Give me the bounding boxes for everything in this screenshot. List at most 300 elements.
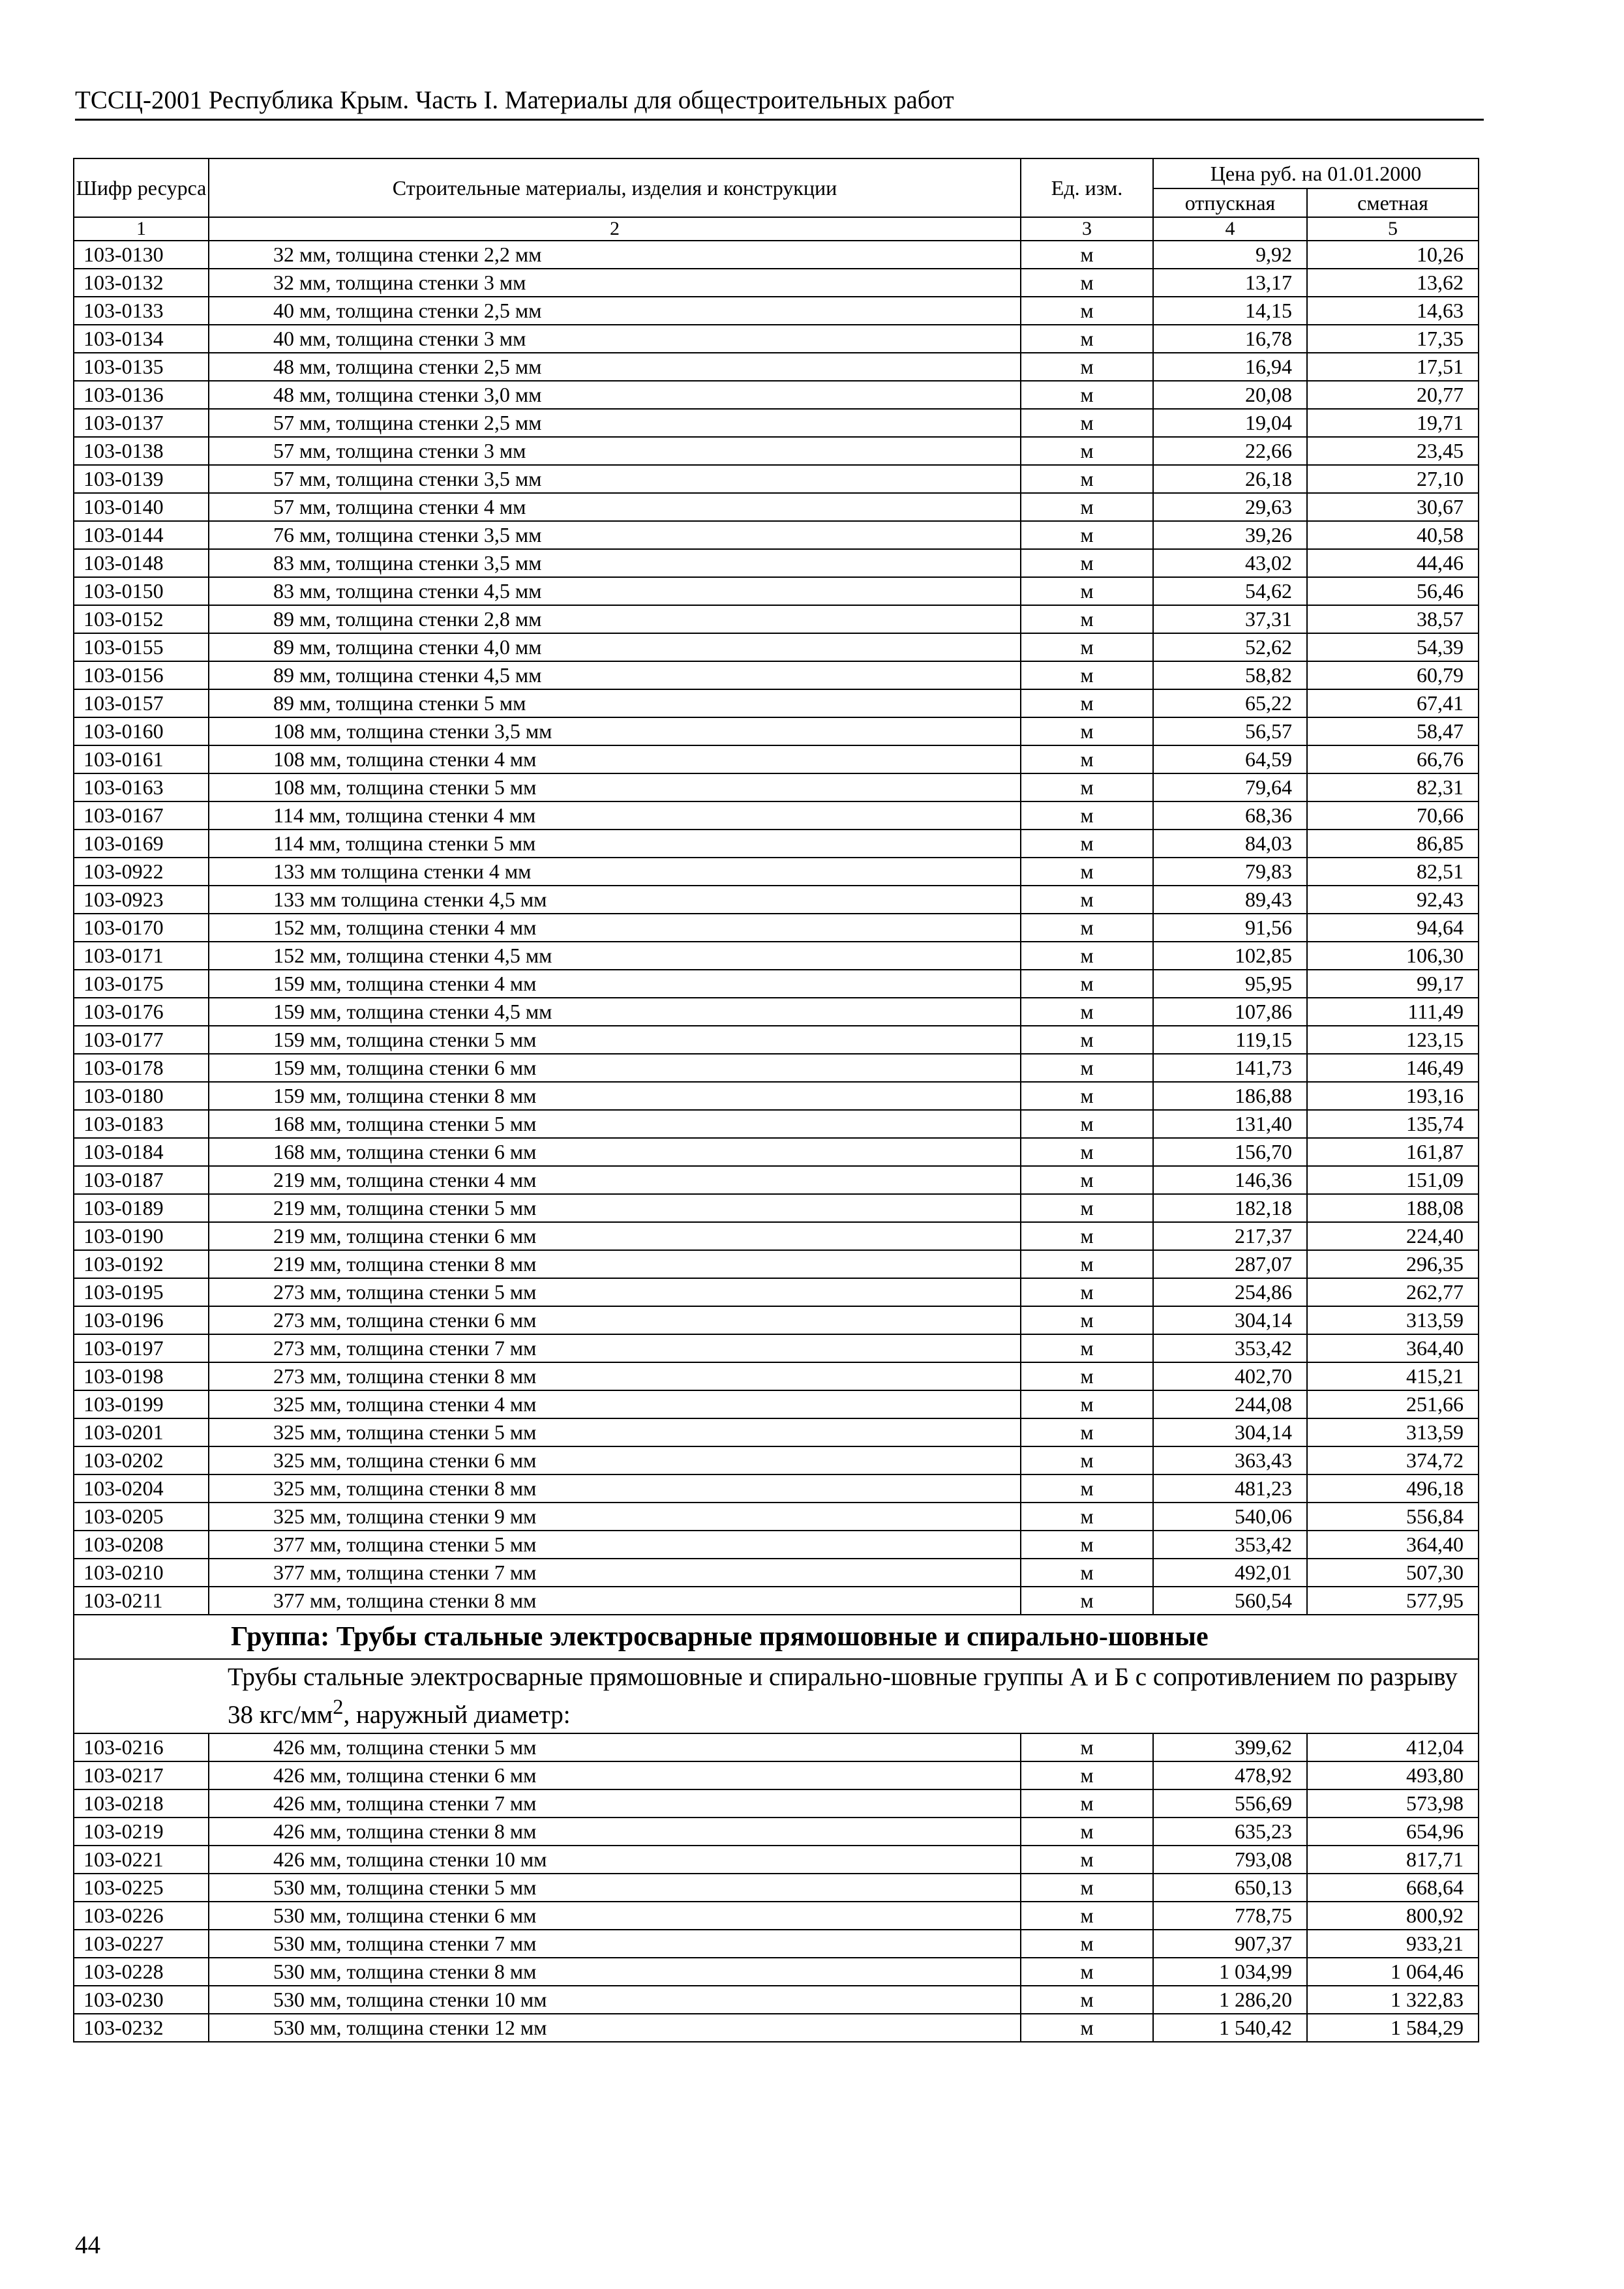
unit-cell: м	[1021, 1054, 1153, 1082]
estimate-price-cell: 654,96	[1307, 1818, 1479, 1846]
unit-cell: м	[1021, 1733, 1153, 1761]
estimate-price-cell: 19,71	[1307, 409, 1479, 437]
unit-cell: м	[1021, 1110, 1153, 1138]
resource-code-cell: 103-0178	[74, 1054, 209, 1082]
unit-cell: м	[1021, 1166, 1153, 1194]
estimate-price-cell: 573,98	[1307, 1789, 1479, 1818]
resource-code-cell: 103-0232	[74, 2014, 209, 2042]
group-note-superscript: 2	[333, 1696, 344, 1719]
material-name-cell: 168 мм, толщина стенки 5 мм	[209, 1110, 1021, 1138]
material-name-cell: 108 мм, толщина стенки 4 мм	[209, 745, 1021, 773]
unit-cell: м	[1021, 1334, 1153, 1362]
release-price-cell: 478,92	[1153, 1761, 1307, 1789]
unit-cell: м	[1021, 1418, 1153, 1446]
table-row	[74, 1166, 1479, 1194]
table-row	[74, 521, 1479, 549]
unit-cell: м	[1021, 633, 1153, 661]
estimate-price-cell: 86,85	[1307, 830, 1479, 858]
resource-code-cell: 103-0134	[74, 325, 209, 353]
resource-code-cell: 103-0148	[74, 549, 209, 577]
table-row	[74, 297, 1479, 325]
estimate-price-cell: 17,51	[1307, 353, 1479, 381]
unit-cell: м	[1021, 1390, 1153, 1418]
resource-code-cell: 103-0183	[74, 1110, 209, 1138]
table-row	[74, 2014, 1479, 2042]
estimate-price-cell: 70,66	[1307, 801, 1479, 830]
material-name-cell: 273 мм, толщина стенки 5 мм	[209, 1278, 1021, 1306]
material-name-cell: 76 мм, толщина стенки 3,5 мм	[209, 521, 1021, 549]
table-row	[74, 830, 1479, 858]
column-number: 5	[1307, 217, 1479, 241]
unit-cell: м	[1021, 1306, 1153, 1334]
table-row	[74, 1958, 1479, 1986]
material-name-cell: 426 мм, толщина стенки 7 мм	[209, 1789, 1021, 1818]
unit-cell: м	[1021, 830, 1153, 858]
material-name-cell: 114 мм, толщина стенки 4 мм	[209, 801, 1021, 830]
release-price-cell: 353,42	[1153, 1531, 1307, 1559]
estimate-price-cell: 56,46	[1307, 577, 1479, 605]
release-price-cell: 102,85	[1153, 942, 1307, 970]
estimate-price-cell: 193,16	[1307, 1082, 1479, 1110]
resource-code-cell: 103-0139	[74, 465, 209, 493]
table-row	[74, 1902, 1479, 1930]
release-price-cell: 16,78	[1153, 325, 1307, 353]
resource-code-cell: 103-0219	[74, 1818, 209, 1846]
estimate-price-cell: 933,21	[1307, 1930, 1479, 1958]
resource-code-cell: 103-0133	[74, 297, 209, 325]
release-price-cell: 52,62	[1153, 633, 1307, 661]
estimate-price-cell: 146,49	[1307, 1054, 1479, 1082]
material-name-cell: 32 мм, толщина стенки 3 мм	[209, 269, 1021, 297]
release-price-cell: 1 286,20	[1153, 1986, 1307, 2014]
release-price-cell: 119,15	[1153, 1026, 1307, 1054]
material-name-cell: 426 мм, толщина стенки 10 мм	[209, 1846, 1021, 1874]
resource-code-cell: 103-0195	[74, 1278, 209, 1306]
estimate-price-cell: 493,80	[1307, 1761, 1479, 1789]
unit-cell: м	[1021, 1559, 1153, 1587]
resource-code-cell: 103-0160	[74, 717, 209, 745]
unit-cell: м	[1021, 409, 1153, 437]
unit-cell: м	[1021, 970, 1153, 998]
material-name-cell: 89 мм, толщина стенки 2,8 мм	[209, 605, 1021, 633]
material-name-cell: 32 мм, толщина стенки 2,2 мм	[209, 241, 1021, 269]
release-price-cell: 481,23	[1153, 1474, 1307, 1503]
material-name-cell: 530 мм, толщина стенки 10 мм	[209, 1986, 1021, 2014]
release-price-cell: 37,31	[1153, 605, 1307, 633]
release-price-cell: 1 034,99	[1153, 1958, 1307, 1986]
resource-code-cell: 103-0211	[74, 1587, 209, 1615]
group-title-row	[74, 1615, 1479, 1659]
resource-code-cell: 103-0202	[74, 1446, 209, 1474]
material-name-cell: 108 мм, толщина стенки 5 мм	[209, 773, 1021, 801]
page-number: 44	[75, 2231, 100, 2259]
material-name-cell: 57 мм, толщина стенки 2,5 мм	[209, 409, 1021, 437]
table-row	[74, 1082, 1479, 1110]
unit-cell: м	[1021, 1818, 1153, 1846]
resource-code-cell: 103-0190	[74, 1222, 209, 1250]
table-row	[74, 773, 1479, 801]
resource-code-cell: 103-0175	[74, 970, 209, 998]
estimate-price-cell: 496,18	[1307, 1474, 1479, 1503]
material-name-cell: 159 мм, толщина стенки 4,5 мм	[209, 998, 1021, 1026]
release-price-cell: 399,62	[1153, 1733, 1307, 1761]
column-number-row	[74, 217, 1479, 241]
estimate-price-cell: 40,58	[1307, 521, 1479, 549]
table-row	[74, 325, 1479, 353]
unit-cell: м	[1021, 914, 1153, 942]
material-name-cell: 377 мм, толщина стенки 7 мм	[209, 1559, 1021, 1587]
resource-code-cell: 103-0189	[74, 1194, 209, 1222]
material-name-cell: 426 мм, толщина стенки 6 мм	[209, 1761, 1021, 1789]
release-price-cell: 254,86	[1153, 1278, 1307, 1306]
rows-section-b	[74, 1733, 1479, 2042]
resource-code-cell: 103-0230	[74, 1986, 209, 2014]
unit-cell: м	[1021, 1958, 1153, 1986]
table-row	[74, 549, 1479, 577]
table-row	[74, 1390, 1479, 1418]
table-row	[74, 1054, 1479, 1082]
material-name-cell: 152 мм, толщина стенки 4 мм	[209, 914, 1021, 942]
estimate-price-cell: 60,79	[1307, 661, 1479, 689]
release-price-cell: 186,88	[1153, 1082, 1307, 1110]
material-name-cell: 40 мм, толщина стенки 3 мм	[209, 325, 1021, 353]
estimate-price-cell: 82,31	[1307, 773, 1479, 801]
unit-cell: м	[1021, 1222, 1153, 1250]
group-note	[74, 1659, 1479, 1733]
release-price-cell: 182,18	[1153, 1194, 1307, 1222]
unit-cell: м	[1021, 269, 1153, 297]
resource-code-cell: 103-0163	[74, 773, 209, 801]
resource-code-cell: 103-0130	[74, 241, 209, 269]
estimate-price-cell: 67,41	[1307, 689, 1479, 717]
resource-code-cell: 103-0171	[74, 942, 209, 970]
table-row	[74, 689, 1479, 717]
unit-cell: м	[1021, 1194, 1153, 1222]
unit-cell: м	[1021, 1846, 1153, 1874]
table-row	[74, 1587, 1479, 1615]
material-name-cell: 114 мм, толщина стенки 5 мм	[209, 830, 1021, 858]
col-unit-header: Ед. изм.	[1021, 158, 1153, 217]
resource-code-cell: 103-0228	[74, 1958, 209, 1986]
material-name-cell: 325 мм, толщина стенки 8 мм	[209, 1474, 1021, 1503]
table-row	[74, 1418, 1479, 1446]
release-price-cell: 907,37	[1153, 1930, 1307, 1958]
release-price-cell: 141,73	[1153, 1054, 1307, 1082]
table-row	[74, 1138, 1479, 1166]
estimate-price-cell: 251,66	[1307, 1390, 1479, 1418]
resource-code-cell: 103-0156	[74, 661, 209, 689]
resource-code-cell: 103-0198	[74, 1362, 209, 1390]
material-name-cell: 152 мм, толщина стенки 4,5 мм	[209, 942, 1021, 970]
table-row	[74, 437, 1479, 465]
table-row	[74, 1761, 1479, 1789]
group-note-text: Трубы стальные электросварные прямошовные и спирально-шовные группы А и Б с сопротивлением по разрыву 38 кгс/мм	[228, 1663, 1458, 1729]
release-price-cell: 19,04	[1153, 409, 1307, 437]
resource-code-cell: 103-0208	[74, 1531, 209, 1559]
unit-cell: м	[1021, 353, 1153, 381]
material-name-cell: 530 мм, толщина стенки 12 мм	[209, 2014, 1021, 2042]
table-row	[74, 1250, 1479, 1278]
estimate-price-cell: 82,51	[1307, 858, 1479, 886]
estimate-price-cell: 44,46	[1307, 549, 1479, 577]
estimate-price-cell: 58,47	[1307, 717, 1479, 745]
resource-code-cell: 103-0217	[74, 1761, 209, 1789]
release-price-cell: 650,13	[1153, 1874, 1307, 1902]
release-price-cell: 353,42	[1153, 1334, 1307, 1362]
estimate-price-cell: 30,67	[1307, 493, 1479, 521]
material-name-cell: 377 мм, толщина стенки 8 мм	[209, 1587, 1021, 1615]
resource-code-cell: 103-0180	[74, 1082, 209, 1110]
unit-cell: м	[1021, 1986, 1153, 2014]
header-row	[74, 158, 1479, 188]
material-name-cell: 89 мм, толщина стенки 4,0 мм	[209, 633, 1021, 661]
group-title: Группа: Трубы стальные электросварные прямошовные и спирально-шовные	[74, 1615, 1479, 1659]
release-price-cell: 22,66	[1153, 437, 1307, 465]
material-name-cell: 83 мм, толщина стенки 4,5 мм	[209, 577, 1021, 605]
table-row	[74, 1362, 1479, 1390]
release-price-cell: 107,86	[1153, 998, 1307, 1026]
estimate-price-cell: 94,64	[1307, 914, 1479, 942]
unit-cell: м	[1021, 1138, 1153, 1166]
material-name-cell: 168 мм, толщина стенки 6 мм	[209, 1138, 1021, 1166]
resource-code-cell: 103-0140	[74, 493, 209, 521]
resource-code-cell: 103-0135	[74, 353, 209, 381]
material-name-cell: 530 мм, толщина стенки 8 мм	[209, 1958, 1021, 1986]
release-price-cell: 79,64	[1153, 773, 1307, 801]
resource-code-cell: 103-0157	[74, 689, 209, 717]
release-price-cell: 287,07	[1153, 1250, 1307, 1278]
estimate-price-cell: 1 584,29	[1307, 2014, 1479, 2042]
resource-code-cell: 103-0218	[74, 1789, 209, 1818]
estimate-price-cell: 188,08	[1307, 1194, 1479, 1222]
release-price-cell: 14,15	[1153, 297, 1307, 325]
material-name-cell: 325 мм, толщина стенки 9 мм	[209, 1503, 1021, 1531]
table-row	[74, 605, 1479, 633]
table-row	[74, 1110, 1479, 1138]
estimate-price-cell: 17,35	[1307, 325, 1479, 353]
material-name-cell: 89 мм, толщина стенки 4,5 мм	[209, 661, 1021, 689]
estimate-price-cell: 106,30	[1307, 942, 1479, 970]
estimate-price-cell: 817,71	[1307, 1846, 1479, 1874]
table-row	[74, 1278, 1479, 1306]
table-row	[74, 886, 1479, 914]
estimate-price-cell: 296,35	[1307, 1250, 1479, 1278]
resource-code-cell: 103-0137	[74, 409, 209, 437]
resource-code-cell: 103-0176	[74, 998, 209, 1026]
material-name-cell: 273 мм, толщина стенки 7 мм	[209, 1334, 1021, 1362]
unit-cell: м	[1021, 1250, 1153, 1278]
table-head	[74, 158, 1479, 241]
estimate-price-cell: 800,92	[1307, 1902, 1479, 1930]
page-header: ТССЦ-2001 Республика Крым. Часть I. Материалы для общестроительных работ	[75, 86, 954, 114]
unit-cell: м	[1021, 1474, 1153, 1503]
resource-code-cell: 103-0216	[74, 1733, 209, 1761]
table-row	[74, 1733, 1479, 1761]
estimate-price-cell: 313,59	[1307, 1306, 1479, 1334]
material-name-cell: 57 мм, толщина стенки 4 мм	[209, 493, 1021, 521]
material-name-cell: 57 мм, толщина стенки 3,5 мм	[209, 465, 1021, 493]
unit-cell: м	[1021, 1587, 1153, 1615]
estimate-price-cell: 507,30	[1307, 1559, 1479, 1587]
release-price-cell: 84,03	[1153, 830, 1307, 858]
material-name-cell: 83 мм, толщина стенки 3,5 мм	[209, 549, 1021, 577]
table-row	[74, 381, 1479, 409]
table-row	[74, 998, 1479, 1026]
estimate-price-cell: 14,63	[1307, 297, 1479, 325]
resource-code-cell: 103-0221	[74, 1846, 209, 1874]
material-name-cell: 273 мм, толщина стенки 6 мм	[209, 1306, 1021, 1334]
unit-cell: м	[1021, 1874, 1153, 1902]
estimate-price-cell: 374,72	[1307, 1446, 1479, 1474]
release-price-cell: 635,23	[1153, 1818, 1307, 1846]
material-name-cell: 159 мм, толщина стенки 5 мм	[209, 1026, 1021, 1054]
estimate-price-cell: 20,77	[1307, 381, 1479, 409]
unit-cell: м	[1021, 605, 1153, 633]
release-price-cell: 89,43	[1153, 886, 1307, 914]
table-row	[74, 1930, 1479, 1958]
col-price-header: Цена руб. на 01.01.2000	[1153, 158, 1479, 188]
estimate-price-cell: 66,76	[1307, 745, 1479, 773]
price-table	[73, 158, 1479, 2042]
release-price-cell: 492,01	[1153, 1559, 1307, 1587]
release-price-cell: 20,08	[1153, 381, 1307, 409]
material-name-cell: 530 мм, толщина стенки 6 мм	[209, 1902, 1021, 1930]
table-row	[74, 1846, 1479, 1874]
column-number: 1	[74, 217, 209, 241]
column-number: 3	[1021, 217, 1153, 241]
rows-section-a	[74, 241, 1479, 1615]
unit-cell: м	[1021, 801, 1153, 830]
unit-cell: м	[1021, 493, 1153, 521]
unit-cell: м	[1021, 661, 1153, 689]
release-price-cell: 146,36	[1153, 1166, 1307, 1194]
estimate-price-cell: 412,04	[1307, 1733, 1479, 1761]
resource-code-cell: 103-0184	[74, 1138, 209, 1166]
unit-cell: м	[1021, 1026, 1153, 1054]
material-name-cell: 325 мм, толщина стенки 6 мм	[209, 1446, 1021, 1474]
table-row	[74, 493, 1479, 521]
resource-code-cell: 103-0138	[74, 437, 209, 465]
release-price-cell: 560,54	[1153, 1587, 1307, 1615]
release-price-cell: 29,63	[1153, 493, 1307, 521]
unit-cell: м	[1021, 381, 1153, 409]
resource-code-cell: 103-0227	[74, 1930, 209, 1958]
table-row	[74, 1986, 1479, 2014]
release-price-cell: 58,82	[1153, 661, 1307, 689]
unit-cell: м	[1021, 942, 1153, 970]
estimate-price-cell: 313,59	[1307, 1418, 1479, 1446]
table-row	[74, 1446, 1479, 1474]
table-row	[74, 1474, 1479, 1503]
unit-cell: м	[1021, 1503, 1153, 1531]
group-note-row	[74, 1659, 1479, 1733]
col-code-header: Шифр ресурса	[74, 158, 209, 217]
table-row	[74, 1559, 1479, 1587]
unit-cell: м	[1021, 745, 1153, 773]
resource-code-cell: 103-0132	[74, 269, 209, 297]
release-price-cell: 65,22	[1153, 689, 1307, 717]
resource-code-cell: 103-0192	[74, 1250, 209, 1278]
table-row	[74, 914, 1479, 942]
unit-cell: м	[1021, 717, 1153, 745]
table-row	[74, 465, 1479, 493]
unit-cell: м	[1021, 1362, 1153, 1390]
resource-code-cell: 103-0136	[74, 381, 209, 409]
release-price-cell: 217,37	[1153, 1222, 1307, 1250]
estimate-price-cell: 151,09	[1307, 1166, 1479, 1194]
material-name-cell: 219 мм, толщина стенки 8 мм	[209, 1250, 1021, 1278]
material-name-cell: 108 мм, толщина стенки 3,5 мм	[209, 717, 1021, 745]
material-name-cell: 133 мм толщина стенки 4 мм	[209, 858, 1021, 886]
estimate-price-cell: 224,40	[1307, 1222, 1479, 1250]
table-row	[74, 1222, 1479, 1250]
resource-code-cell: 103-0187	[74, 1166, 209, 1194]
table-row	[74, 1531, 1479, 1559]
estimate-price-cell: 1 064,46	[1307, 1958, 1479, 1986]
material-name-cell: 159 мм, толщина стенки 6 мм	[209, 1054, 1021, 1082]
release-price-cell: 304,14	[1153, 1306, 1307, 1334]
resource-code-cell: 103-0201	[74, 1418, 209, 1446]
unit-cell: м	[1021, 241, 1153, 269]
material-name-cell: 57 мм, толщина стенки 3 мм	[209, 437, 1021, 465]
material-name-cell: 325 мм, толщина стенки 5 мм	[209, 1418, 1021, 1446]
unit-cell: м	[1021, 549, 1153, 577]
estimate-price-cell: 364,40	[1307, 1531, 1479, 1559]
unit-cell: м	[1021, 521, 1153, 549]
table-row	[74, 353, 1479, 381]
unit-cell: м	[1021, 325, 1153, 353]
estimate-price-cell: 23,45	[1307, 437, 1479, 465]
resource-code-cell: 103-0922	[74, 858, 209, 886]
release-price-cell: 54,62	[1153, 577, 1307, 605]
release-price-cell: 1 540,42	[1153, 2014, 1307, 2042]
unit-cell: м	[1021, 1446, 1153, 1474]
release-price-cell: 95,95	[1153, 970, 1307, 998]
release-price-cell: 540,06	[1153, 1503, 1307, 1531]
material-name-cell: 133 мм толщина стенки 4,5 мм	[209, 886, 1021, 914]
resource-code-cell: 103-0199	[74, 1390, 209, 1418]
unit-cell: м	[1021, 437, 1153, 465]
material-name-cell: 40 мм, толщина стенки 2,5 мм	[209, 297, 1021, 325]
release-price-cell: 43,02	[1153, 549, 1307, 577]
table-row	[74, 801, 1479, 830]
table-row	[74, 577, 1479, 605]
release-price-cell: 778,75	[1153, 1902, 1307, 1930]
table-row	[74, 1194, 1479, 1222]
table-row	[74, 661, 1479, 689]
resource-code-cell: 103-0225	[74, 1874, 209, 1902]
unit-cell: м	[1021, 577, 1153, 605]
estimate-price-cell: 99,17	[1307, 970, 1479, 998]
column-number: 2	[209, 217, 1021, 241]
table-row	[74, 1026, 1479, 1054]
estimate-price-cell: 415,21	[1307, 1362, 1479, 1390]
estimate-price-cell: 123,15	[1307, 1026, 1479, 1054]
table-row	[74, 970, 1479, 998]
release-price-cell: 556,69	[1153, 1789, 1307, 1818]
estimate-price-cell: 161,87	[1307, 1138, 1479, 1166]
estimate-price-cell: 262,77	[1307, 1278, 1479, 1306]
release-price-cell: 244,08	[1153, 1390, 1307, 1418]
unit-cell: м	[1021, 2014, 1153, 2042]
resource-code-cell: 103-0226	[74, 1902, 209, 1930]
table-row	[74, 633, 1479, 661]
resource-code-cell: 103-0169	[74, 830, 209, 858]
resource-code-cell: 103-0144	[74, 521, 209, 549]
resource-code-cell: 103-0210	[74, 1559, 209, 1587]
table-row	[74, 1789, 1479, 1818]
group-section	[74, 1615, 1479, 1733]
